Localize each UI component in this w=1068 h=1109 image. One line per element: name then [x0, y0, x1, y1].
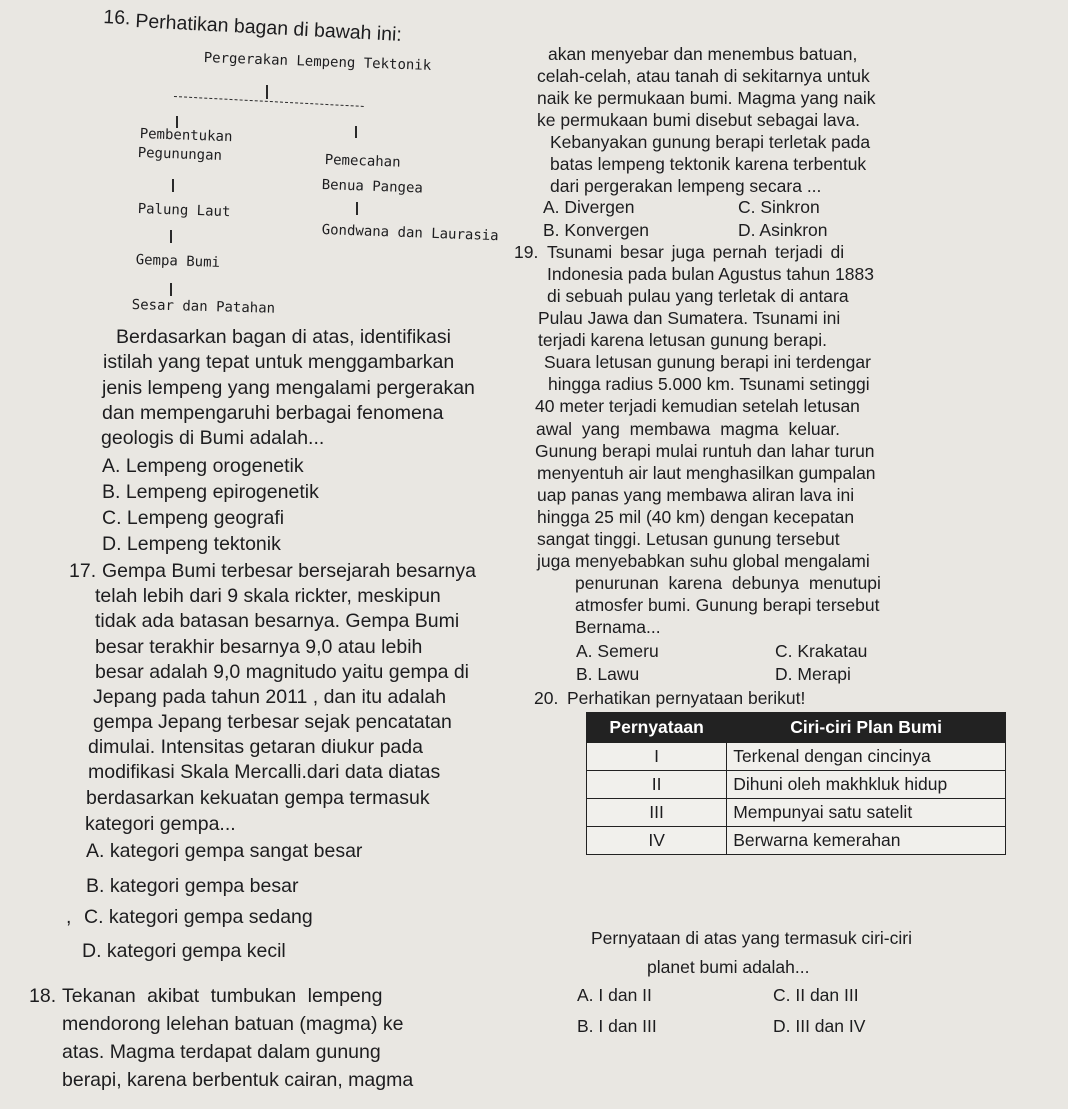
q19-option-c[interactable]: C. Krakatau: [775, 641, 868, 661]
q18-line: dari pergerakan lempeng secara ...: [550, 176, 822, 196]
diagram-right-head: Pemecahan: [324, 152, 401, 171]
connector: [356, 202, 358, 215]
q17-line: Gempa Bumi terbesar bersejarah besarnya: [102, 560, 476, 582]
table-row: [587, 743, 1006, 771]
diagram-left-3: Sesar dan Patahan: [131, 297, 276, 317]
statement-number: IV: [587, 827, 727, 855]
q17-option-mark: ,: [66, 906, 72, 928]
q17-line: berdasarkan kekuatan gempa termasuk: [86, 787, 430, 809]
q19-line: 40 meter terjadi kemudian setelah letusan: [535, 396, 860, 416]
q20-option-c[interactable]: C. II dan III: [773, 985, 859, 1005]
q19-line: Suara letusan gunung berapi ini terdengar: [544, 352, 871, 372]
q19-option-d[interactable]: D. Merapi: [775, 664, 851, 684]
table-row: [587, 827, 1006, 855]
q18-line: batas lempeng tektonik karena terbentuk: [550, 154, 867, 174]
q19-line: hingga radius 5.000 km. Tsunami setinggi: [548, 374, 870, 394]
connector: [355, 126, 357, 138]
q19-line: Pulau Jawa dan Sumatera. Tsunami ini: [538, 308, 841, 328]
q17-option-a[interactable]: A. kategori gempa sangat besar: [86, 840, 363, 862]
q19-line: penurunan karena debunya menutupi: [575, 573, 881, 593]
q19-line: hingga 25 mil (40 km) dengan kecepatan: [537, 507, 855, 527]
q18-line: celah-celah, atau tanah di sekitarnya untuk: [537, 66, 870, 86]
q18-option-d[interactable]: D. Asinkron: [738, 220, 828, 240]
q19-line: sangat tinggi. Letusan gunung tersebut: [537, 529, 840, 549]
q18-line: akan menyebar dan menembus batuan,: [548, 44, 858, 64]
q16-line: dan mempengaruhi berbagai fenomena: [102, 402, 444, 424]
connector: [170, 283, 172, 296]
connector: [176, 116, 178, 128]
q19-line: atmosfer bumi. Gunung berapi tersebut: [575, 595, 880, 615]
q19-line: Indonesia pada bulan Agustus tahun 1883: [547, 264, 874, 284]
q17-line: Jepang pada tahun 2011 , dan itu adalah: [93, 686, 447, 708]
q16-option-b[interactable]: B. Lempeng epirogenetik: [102, 481, 319, 503]
statement-text: Dihuni oleh makhkluk hidup: [727, 771, 1006, 799]
q16-line: Berdasarkan bagan di atas, identifikasi: [116, 326, 451, 348]
q16-option-d[interactable]: D. Lempeng tektonik: [102, 533, 281, 555]
statement-text: Terkenal dengan cincinya: [727, 743, 1006, 771]
q17-number: 17.: [69, 560, 97, 582]
q20-after-line: planet bumi adalah...: [647, 957, 810, 977]
q17-option-d[interactable]: D. kategori gempa kecil: [82, 940, 286, 962]
table-row: [587, 799, 1006, 827]
q16-option-c[interactable]: C. Lempeng geografi: [102, 507, 285, 529]
q19-line: juga menyebabkan suhu global mengalami: [537, 551, 870, 571]
q17-option-b[interactable]: B. kategori gempa besar: [86, 875, 299, 897]
q19-option-b[interactable]: B. Lawu: [576, 664, 640, 684]
statement-number: III: [587, 799, 727, 827]
diagram-right-1: Benua Pangea: [321, 177, 424, 197]
q18-line: atas. Magma terdapat dalam gunung: [62, 1041, 381, 1063]
q18-line: ke permukaan bumi disebut sebagai lava.: [537, 110, 860, 130]
q19-line: uap panas yang membawa aliran lava ini: [537, 485, 855, 505]
statement-text: Mempunyai satu satelit: [727, 799, 1006, 827]
statement-text: Berwarna kemerahan: [727, 827, 1006, 855]
q18-number: 18.: [29, 985, 57, 1007]
diagram-left-1: Palung Laut: [137, 201, 231, 221]
statement-number: I: [587, 743, 727, 771]
q17-line: telah lebih dari 9 skala rickter, meskipun: [95, 585, 441, 607]
q19-option-a[interactable]: A. Semeru: [576, 641, 659, 661]
diagram-left-head-1: Pembentukan: [139, 126, 233, 146]
q20-option-d[interactable]: D. III dan IV: [773, 1016, 866, 1036]
q19-line: Gunung berapi mulai runtuh dan lahar turun: [535, 441, 875, 461]
branch-dash-line: [174, 96, 364, 107]
q20-after-line: Pernyataan di atas yang termasuk ciri-ciri: [591, 928, 912, 948]
q17-line: gempa Jepang terbesar sejak pencatatan: [93, 711, 452, 733]
diagram-root: Pergerakan Lempeng Tektonik: [203, 50, 432, 74]
q18-line: berapi, karena berbentuk cairan, magma: [62, 1069, 414, 1091]
q17-line: besar adalah 9,0 magnitudo yaitu gempa di: [95, 661, 470, 683]
q19-line: awal yang membawa magma keluar.: [536, 419, 841, 439]
q16-line: geologis di Bumi adalah...: [101, 427, 325, 449]
q19-line: terjadi karena letusan gunung berapi.: [538, 330, 827, 350]
q17-line: kategori gempa...: [85, 813, 236, 835]
q16-line: istilah yang tepat untuk menggambarkan: [103, 351, 455, 373]
q17-line: besar terakhir besarnya 9,0 atau lebih: [95, 636, 423, 658]
planet-table: [586, 712, 1006, 855]
q16-number: 16.: [102, 6, 132, 30]
diagram-left-2: Gempa Bumi: [135, 252, 221, 271]
q17-line: dimulai. Intensitas getaran diukur pada: [88, 736, 423, 758]
q19-line: menyentuh air laut menghasilkan gumpalan: [537, 463, 876, 483]
table-row: [587, 771, 1006, 799]
q16-stem: Perhatikan bagan di bawah ini:: [134, 10, 403, 46]
q16-option-a[interactable]: A. Lempeng orogenetik: [102, 455, 304, 477]
table-header: Pernyataan: [587, 713, 727, 743]
connector: [172, 179, 174, 192]
q18-line: Kebanyakan gunung berapi terletak pada: [550, 132, 871, 152]
q18-line: Tekanan akibat tumbukan lempeng: [62, 985, 383, 1007]
connector: [170, 230, 172, 243]
q19-line: Tsunami besar juga pernah terjadi di: [547, 242, 845, 262]
q20-number: 20.: [534, 688, 559, 708]
q20-option-b[interactable]: B. I dan III: [577, 1016, 657, 1036]
q17-option-c[interactable]: C. kategori gempa sedang: [84, 906, 313, 928]
q20-option-a[interactable]: A. I dan II: [577, 985, 652, 1005]
q16-line: jenis lempeng yang mengalami pergerakan: [102, 377, 475, 399]
q18-line: mendorong lelehan batuan (magma) ke: [62, 1013, 404, 1035]
q18-option-b[interactable]: B. Konvergen: [543, 220, 650, 240]
q19-line: di sebuah pulau yang terletak di antara: [547, 286, 849, 306]
q20-stem: Perhatikan pernyataan berikut!: [567, 688, 806, 708]
diagram-right-2: Gondwana dan Laurasia: [321, 222, 499, 245]
q17-line: modifikasi Skala Mercalli.dari data diatas: [88, 761, 441, 783]
q18-line: naik ke permukaan bumi. Magma yang naik: [537, 88, 876, 108]
connector: [266, 85, 268, 99]
table-header: Ciri-ciri Plan Bumi: [727, 713, 1006, 743]
q19-line: Bernama...: [575, 617, 661, 637]
q18-option-c[interactable]: C. Sinkron: [738, 197, 820, 217]
diagram-left-head-2: Pegunungan: [137, 145, 223, 164]
q19-number: 19.: [514, 242, 539, 262]
q18-option-a[interactable]: A. Divergen: [543, 197, 635, 217]
statement-number: II: [587, 771, 727, 799]
q17-line: tidak ada batasan besarnya. Gempa Bumi: [95, 610, 460, 632]
